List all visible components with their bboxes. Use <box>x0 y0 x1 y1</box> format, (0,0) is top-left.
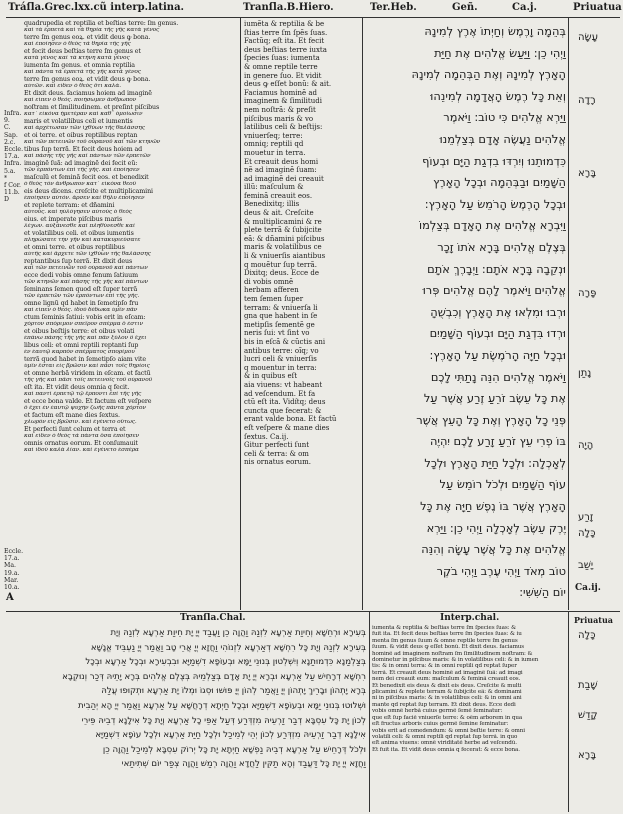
vulgate-line: q mouentur in terra: <box>244 363 317 372</box>
vulgate-line: celi & terra: & om <box>244 449 309 458</box>
vulgate-line: bis in eſcã & cũctis ani <box>244 337 326 346</box>
chaldee-line: וּשְׁלוּטוּ בְּנוּנֵי יַמָּא וּבְעוֹפָא דִשְׁמַיָּא וּבְכָל חַיְתָא דְרָחֲשָׁא עַל אַרְעָא וַאֲמַר יְיָ הָא יְהַבִית <box>78 700 366 711</box>
septuagint-greek-line: πληρώσατε τὴν γῆν καὶ κατακυριεύσατε <box>24 237 141 244</box>
interp-line: volatili celi: & omni reptili qd reptat ſup terrã. in quo <box>372 733 518 740</box>
root-word: רָדָה <box>578 95 596 106</box>
interp-column <box>372 625 567 813</box>
septuagint-greek-line: τῶν ἑρπόντων ἐπὶ τῆς γῆς. καὶ ἐποίησεν <box>24 167 140 174</box>
vulgate-line: neris ſui: vt ſint vo <box>244 329 310 338</box>
roots-bottom-header: Priuatua <box>574 615 613 625</box>
root-word: כָּלָה <box>578 528 596 539</box>
root-word: בָּרָא <box>578 750 597 761</box>
vulgate-line: antibus terre: oĩq; vo <box>244 346 319 355</box>
septuagint-latin-line: ecce dedi vobis omne fenum ſatiuum <box>24 272 138 279</box>
interp-line: eſt fructus arboris cuius germẽ ſemine ſeminatur: <box>372 721 509 728</box>
septuagint-latin-line: eius. et imperate piſcibus maris <box>24 216 123 223</box>
septuagint-latin-line: ſeminans ſemen quod eſt ſuper terrã <box>24 286 138 293</box>
vulgate-column <box>244 20 360 610</box>
column-rule <box>362 18 363 610</box>
root-word: שָׁבַת <box>578 680 598 691</box>
column-rule <box>369 612 370 812</box>
vulgate-line: & in quibus eſt <box>244 372 298 381</box>
septuagint-latin-line: maris et volatilibus celi et iumentis <box>24 118 133 125</box>
interp-line: que eſt ſup faciẽ vniuerſe terre: & oẽm arborem in qua <box>372 714 523 721</box>
header-rule <box>6 17 620 18</box>
septuagint-greek-line: χλωρὸν εἰς βρῶσιν. καὶ ἐγένετο οὕτως. <box>24 419 137 426</box>
vulgate-line: erant valde bona. Et factũ <box>244 415 337 424</box>
septuagint-greek-line: κατ᾿ εἰκόνα ἡμετέραν καὶ καθ᾿ ὁμοίωσιν <box>24 111 143 118</box>
septuagint-latin-line: omnis ornatus eorum. Et conſumauit <box>24 440 138 447</box>
septuagint-greek-line: καὶ εἶδεν ὁ θεὸς τὰ πάντα ὅσα ἐποίησεν <box>24 433 140 440</box>
septuagint-greek-line: ἐπάνω πάσης τῆς γῆς καὶ πᾶν ξύλον ὃ ἔχει <box>24 335 147 342</box>
vulgate-line: Gitur perfecti ſunt <box>244 441 310 450</box>
vulgate-line: ctũ eſt ita. Vidítq; deus <box>244 398 326 407</box>
vulgate-line: Factũq; eſt ita. Et fecit <box>244 37 325 46</box>
septuagint-latin-line: noſtram et ſimilitudinem. et preſint piſcibus <box>24 104 160 111</box>
vulgate-line: Dixitq; deus. Ecce de <box>244 269 320 278</box>
septuagint-latin-line: imaginẽ ſuã: ad imaginẽ dei fecit eũ: <box>24 160 138 167</box>
vulgate-line: ad veſcendum. Et fa <box>244 389 316 398</box>
vulgate-line: plete terrã & ſubijcite <box>244 226 322 235</box>
septuagint-greek-line: ὑμῖν ἔσται εἰς βρῶσιν καὶ πᾶσι τοῖς θηρίοις <box>24 363 150 370</box>
septuagint-column <box>24 20 239 608</box>
root-word: כָּלָה <box>578 630 596 641</box>
genesis-header: Geñ. <box>452 2 478 13</box>
chaldee-line: וּלְכֹל דְּרָחֵישׁ עַל אַרְעָא דְבֵיהּ נַפְשָׁא חַיְתָא יָת כָּל יְרוֹק עִסְבָּא לְמֵיכַל וַהֲוָה כֵן <box>102 744 366 755</box>
hebrew-line: אֱלֹהִים וַיֹּאמֶר לָהֶם אֱלֹהִים פְּרוּ <box>422 283 566 298</box>
hebrew-line: פְּנֵי כָל הָאָרֶץ וְאֶת כָּל הָעֵץ אֲשֶׁר <box>416 412 566 427</box>
vulgate-line: feminã creauit eos. <box>244 191 313 200</box>
vulgate-line: Benedixitq; illis <box>244 200 300 209</box>
septuagint-greek-line: χόρτον σπόριμον σπεῖρον σπέρμα ὅ ἐστιν <box>24 321 143 328</box>
chapter-header: Ca.j. <box>512 2 538 13</box>
septuagint-greek-line: αὐτούς. καὶ ηὐλόγησεν αὐτοὺς ὁ θεὸς <box>24 209 132 216</box>
vulgate-line: deus ꝙ eſſet bonũ: & ait. <box>244 80 332 89</box>
septuagint-greek-line: τῶν κτηνῶν καὶ πάσης τῆς γῆς καὶ πάντων <box>24 279 148 286</box>
root-word: נָתַן <box>578 368 592 379</box>
hebrew-line: טוֹב מְאֹד וַיְהִי עֶרֶב וַיְהִי בֹקֶר <box>436 563 566 578</box>
chaldee-line: לְכוֹן יָת כָּל עִסְבָּא דְבַר זַרְעֵיהּ מִזְדְּרַע דְּעַל אַפֵּי כָל אַרְעָא וְיָת כָּל אִילָנָא דְבֵיהּ פֵּירֵי <box>81 715 366 726</box>
septuagint-greek-line: αὐτῆς καὶ ἄρχετε τῶν ἰχθύων τῆς θαλάσσης <box>24 251 151 258</box>
septuagint-latin-line: et factum eſt mane dies ſextus. <box>24 412 120 419</box>
hebrew-line: אֶת כָּל עֵשֶׂב זֹרֵעַ זֶרַע אֲשֶׁר עַל <box>423 391 566 406</box>
vulgate-line: iumẽta & reptilia & be <box>244 20 325 28</box>
hebrew-line: הַשָּׁמַיִם וּבַבְּהֵמָה וּבְכָל הָאָרֶץ <box>433 175 566 190</box>
interp-line: Et fuit ita. Et vidit deus omnia q fecerat: & ecce bona. <box>372 746 520 753</box>
vulgate-line: lucri celi & vniuerſis <box>244 355 317 364</box>
vulgate-line: mouetur in terra. <box>244 148 306 157</box>
vulgate-line: in genere ſuo. Et vidit <box>244 71 322 80</box>
interp-line: menta ſm genus ſuum & omne reptile terre ſm genus <box>372 637 518 644</box>
section-letter: A <box>6 592 14 603</box>
hebrew-line: אֱלֹהִים אֶת כָּל אֲשֶׁר עָשָׂה וְהִנֵּה <box>421 542 566 557</box>
septuagint-greek-line: καὶ ἀρχέτωσαν τῶν ἰχθύων τῆς θαλάσσης <box>24 125 145 132</box>
root-word: הָיָה <box>578 440 594 451</box>
vulgate-line: tem ſemen ſuper <box>244 295 304 303</box>
vulgate-line: Faciamus hominẽ ad <box>244 88 317 97</box>
hebrew-line <box>366 604 566 609</box>
vulgate-line: terram: & vniuerſa li <box>244 303 318 312</box>
hebrew-line: וּנְקֵבָה בָּרָא אֹתָם: וַיְבָרֶךְ אֹתָם <box>427 261 566 276</box>
septuagint-greek-line: καὶ εἶπεν ὁ θεός. ποιήσωμεν ἄνθρωπον <box>24 97 137 104</box>
vulgate-line: herbam afferen <box>244 286 299 295</box>
vulgate-line: imaginem & ſimilitudi <box>244 97 322 106</box>
vulgate-line: Et creauit deus homi <box>244 157 319 166</box>
hebrew-line: וְאֵת כָּל רֶמֶשׂ הָאֲדָמָה לְמִינֵהוּ <box>430 88 566 103</box>
vulgate-line: metipſis ſementẽ ge <box>244 320 315 329</box>
vulgate-line: li & vniuerſis aiantibus <box>244 252 326 261</box>
vulgate-line: di vobis omnẽ <box>244 277 294 286</box>
roots-chapter-label: Ca.ij. <box>575 583 601 593</box>
interp-line: iumenta & reptilia & beſtias terre ſm ſpecies ſuas: & <box>372 625 516 631</box>
vulgate-line: aia viuens: vt habeant <box>244 380 323 389</box>
vulgate-line: ſpecies ſuas: iumenta <box>244 54 320 63</box>
vulgate-line: gna que habent in ſe <box>244 312 318 321</box>
hebrew-line: עוֹף הַשָּׁמַיִם וּלְכֹל רוֹמֵשׂ עַל <box>439 477 566 492</box>
septuagint-latin-line: eis deus dicens. creſcite et multiplicamini <box>24 188 153 195</box>
septuagint-latin-line: et oi terre. et oibus reptilibus reptan <box>24 132 138 139</box>
septuagint-greek-line: κατὰ γένος καὶ τὰ κτήνη κατὰ γένος <box>24 55 130 62</box>
septuagint-header: Tráſla.Grec.lxx.cũ interp.latina. <box>8 2 185 13</box>
septuagint-latin-line: terre ſm genus eoꝝ. et vidit deus ꝙ bona. <box>24 34 151 41</box>
septuagint-latin-line: libus celi: et omni reptili reptanti ſup <box>24 342 139 349</box>
root-word: בָּרָא <box>578 168 597 179</box>
septuagint-greek-line: καὶ τὰ ἑρπετὰ καὶ τὰ θηρία τῆς γῆς κατὰ γένος <box>24 27 160 34</box>
septuagint-latin-line: eſt ita. Et vidit deus omnia q fecit. <box>24 384 130 391</box>
interp-line: nem dei creauit eum: maſculum & feminã creauit eos. <box>372 676 521 683</box>
vulgate-line: ſtias terre ſm ſpẽs ſuas. <box>244 28 328 37</box>
septuagint-latin-line: Et dixit deus. faciamus hoiem ad imaginẽ <box>24 90 152 97</box>
chaldee-line: בְּצַלְמַנָא כִּדְמוּתַנָא וְיִשְׁלְטוּן בְּנוּנֵי יַמָּא וּבְעוֹפָא דִשְׁמַיָּא וּבִבְעִירָא וּבְכָל אַרְעָא וּבְכָל <box>85 657 366 668</box>
vulgate-line: ſextus. Ca.ij. <box>244 432 289 441</box>
vulgate-line: eſt veſpere & mane dies <box>244 423 330 432</box>
septuagint-latin-line: et omne herbã viridem in eſcam. et factũ <box>24 370 151 377</box>
vulgate-line: deus & ait. Creſcite <box>244 209 314 218</box>
root-word: קָדַשׁ <box>578 710 598 721</box>
septuagint-latin-line: et ecce bona valde. Et factum eſt veſpere <box>24 398 152 405</box>
hebrew-line: הָאָרֶץ אֲשֶׁר בּוֹ נֶפֶשׁ חַיָּה אֶת כָּל <box>420 499 566 514</box>
root-word: זָרַע <box>578 512 594 523</box>
septuagint-greek-line: αὐτῶν. καὶ εἶδεν ὁ θεὸς ὅτι καλά. <box>24 83 121 90</box>
root-word: יָשַׁב <box>578 560 594 571</box>
vulgate-line: ad imaginẽ dei creauit <box>244 174 324 183</box>
interp-line: mante qd reptat ſup terram. Et dixit deus. Ecce dedi <box>372 701 516 708</box>
hebrew-line: הָאָרֶץ לְמִינָהּ וְאֶת הַבְּהֵמָה לְמִינָהּ <box>411 67 566 82</box>
septuagint-latin-line: omne lignũ qd habet in ſemetipſo fru <box>24 300 139 307</box>
septuagint-greek-line: λέγων. αὐξάνεσθε καὶ πληθύνεσθε καὶ <box>24 223 136 230</box>
septuagint-greek-line: τῶν ἑρπετῶν τῶν ἑρπόντων ἐπὶ τῆς γῆς. <box>24 293 140 300</box>
interp-line: tis: & in omni terra: & in omni reptili qd reptat ſuper <box>372 663 517 670</box>
vulgate-line: cuncta que fecerat: & <box>244 406 322 415</box>
chaldee-line: רִחְשָׁא דְרָחֵישׁ עַל אַרְעָא וּבְרָא יְיָ יָת אָדָם בְּצַלְמֵיהּ בְּצֶלֶם אֱלֹהִים בְּרָא יָתֵיהּ דְּכַר וְנוּקְבָא <box>62 671 366 682</box>
vulgate-line: deus beſtias terre iuxta <box>244 45 327 54</box>
vulgate-line: q mouẽtur ſup terrã. <box>244 260 317 269</box>
chaldee-line: בְּעִירָא וּרְחֵשָׁא וְחֵיוַת אַרְעָא לִזְנַהּ וַהֲוָה כֵן וַעֲבַד יְיָ יָת חֵיוַת אַרְעָא לִזְנַהּ וְיָת <box>110 628 366 638</box>
interp-line: fuit ita. Et fecit deus beſtias terre ſm ſpecies ſuas: & iu <box>372 631 522 638</box>
vulgate-line: & multiplicamini & re <box>244 217 322 226</box>
vulgate-line: nem noſtrã: & preſit <box>244 105 316 114</box>
interp-line: plicamini & replete terram & ſubijcite eã: & dominami <box>372 689 522 696</box>
septuagint-latin-line: quadrupedia et reptilia et beſtias terre: ſm genus. <box>24 20 179 27</box>
vulgate-header: Tranſla.B.Hiero. <box>243 2 334 13</box>
septuagint-latin-line: reptantibus ſup terrã. Et dixit deus <box>24 258 133 265</box>
roots-header: Priuatua <box>573 2 622 13</box>
septuagint-greek-line: καὶ τῶν πετεινῶν τοῦ οὐρανοῦ καὶ τῶν κτηνῶν <box>24 139 161 146</box>
septuagint-greek-line: καὶ εἶπεν ὁ θεός. ἰδοὺ δέδωκα ὑμῖν πᾶν <box>24 307 138 314</box>
vulgate-line: eã: & dñamini piſcibus <box>244 234 325 243</box>
septuagint-greek-line: ὃ ἔχει ἐν ἑαυτῷ ψυχὴν ζωῆς πάντα χόρτον <box>24 405 146 412</box>
section-rule <box>6 611 620 612</box>
chaldee-title: Tranſla.Chal. <box>180 613 246 623</box>
septuagint-latin-line: iumenta ſm genus. et omnia reptilia <box>24 62 135 69</box>
septuagint-latin-line: terre ſm genus eoꝝ. et vidit deus ꝙ bona. <box>24 76 151 83</box>
septuagint-latin-line: et fecit deus beſtias terre ſm genus et <box>24 48 141 55</box>
interp-line: eſt anima viuens: omnẽ viriditatẽ herbe ad veſcendũ. <box>372 740 517 747</box>
vulgate-line: piſcibus maris & vo <box>244 114 314 123</box>
chaldee-line: אִילָנָא דְבַר זַרְעֵיהּ מִזְדְּרַע לְכוֹן יְהֵי לְמֵיכַל וּלְכָל חַיַּת אַרְעָא וּלְכָל עוֹפָא דִשְׁמַיָּא <box>95 730 366 741</box>
septuagint-latin-line: ctum ſeminis ſatiui: vobis erit in eſcam: <box>24 314 146 321</box>
hebrew-line: וַיִּבְרָא אֱלֹהִים אֶת הָאָדָם בְּצַלְמוֹ <box>419 218 566 233</box>
septuagint-greek-line: καὶ πάσης τῆς γῆς καὶ πάντων τῶν ἑρπετῶν <box>24 153 151 160</box>
chaldee-line: בְּרָא יָתְהוֹן וּבָרֵיךְ יָתְהוֹן יְיָ וַאֲמַר לְהוֹן יְיָ פּוּשׁוּ וּסְגוֹ וּמְלוֹ יָת אַרְעָא וּתְקוּפוּ עֲלַהּ <box>101 686 366 697</box>
septuagint-latin-line: terrã quod habet in ſemetipſo aiam vite <box>24 356 146 363</box>
septuagint-greek-line: ἐποίησεν αὐτόν. ἄρσεν καὶ θῆλυ ἐποίησεν <box>24 195 145 202</box>
vulgate-line: nẽ ad imaginẽ ſuam: <box>244 166 317 175</box>
left-margin-note-2: Eccle. 17.a. Ma. 19.a. Mar. 10.a. <box>4 548 24 592</box>
vulgate-line: vniuerſeq; terre: <box>244 131 303 140</box>
hebrew-line: וַיְהִי כֵן: וַיַּעַשׂ אֱלֹהִים אֶת חַיַּת <box>434 45 566 60</box>
column-rule <box>568 18 569 610</box>
hebrew-line: וּרְבוּ וּמִלְאוּ אֶת הָאָרֶץ וְכִבְשֻׁהָ <box>430 304 566 319</box>
hebrew-line: יֶרֶק עֵשֶׂב לְאָכְלָה וַיְהִי כֵן: וַיַּרְא <box>426 520 566 535</box>
interp-line: Et benedixit eis deus & dixit eis deus. Creſcite & multi <box>372 682 522 689</box>
hebrew-line: וּרְדוּ בִּדְגַת הַיָּם וּבְעוֹף הַשָּׁמַיִם <box>429 326 566 341</box>
hebrew-line: וּבְכָל חַיָּה הָרֹמֶשֶׂת עַל הָאָרֶץ: <box>429 347 566 362</box>
septuagint-greek-line: τῆς γῆς καὶ πᾶσι τοῖς πετεινοῖς τοῦ οὐρανοῦ <box>24 377 153 384</box>
hebrew-line: וּבְכָל הָרֶמֶשׂ הָרֹמֵשׂ עַל הָאָרֶץ: <box>424 196 566 211</box>
septuagint-greek-line: καὶ πάντα τὰ ἑρπετὰ τῆς γῆς κατὰ γένος <box>24 69 141 76</box>
interp-line: ſuum. & vidit deus ꝙ eſſet bonũ. Et dixit deus. faciamus <box>372 644 525 651</box>
column-rule <box>240 18 241 610</box>
interp-title: Interp.chal. <box>440 613 500 623</box>
septuagint-latin-line: maſculũ et feminã fecit eos. et benedixit <box>24 174 149 181</box>
septuagint-latin-line: Et perfecti ſunt celum et terra et <box>24 426 126 433</box>
hebrew-line: בְּצֶלֶם אֱלֹהִים בָּרָא אֹתוֹ זָכָר <box>437 239 566 254</box>
septuagint-greek-line: καὶ τῶν πετεινῶν τοῦ οὐρανοῦ καὶ πάντων <box>24 265 148 272</box>
hebrew-line: לְאָכְלָה: וּלְכָל חַיַּת הָאָרֶץ וּלְכָל <box>424 455 566 470</box>
interp-line: vobis omnẽ herbã cuius germẽ ſemẽ ſeminatur: <box>372 708 503 715</box>
septuagint-greek-line: καὶ ἐποίησεν ὁ θεὸς τὰ θηρία τῆς γῆς <box>24 41 131 48</box>
septuagint-greek-line: ἐν ἑαυτῷ καρπὸν σπέρματος σπορίμου <box>24 349 135 356</box>
interp-line: ni in piſcibus maris: & in volatilibus celi: & in omni ani <box>372 695 522 702</box>
septuagint-latin-line: et replete terram: et dñamini <box>24 202 115 209</box>
hebrew-line: בּוֹ פְרִי עֵץ זֹרֵעַ זָרַע לָכֶם יִהְיֶה <box>429 434 566 449</box>
septuagint-greek-line: καὶ παντὶ ἑρπετῷ τῷ ἕρποντι ἐπὶ τῆς γῆς <box>24 391 142 398</box>
chaldee-line: בְּעִירָא לִזְנַהּ וְיָת כָּל רִחְשָׁא דְאַרְעָא לִזְנוֹהִי וַחֲזָא יְיָ אֲרֵי טָב וַאֲמַר יְיָ נַעְבֵּיד אֱנָשָׁא <box>90 642 366 653</box>
hebrew-line: וַיַּרְא אֱלֹהִים כִּי טוֹב: וַיֹּאמֶר <box>443 110 566 125</box>
septuagint-greek-line: καὶ ἰδοὺ καλὰ λίαν. καὶ ἐγένετο ἑσπέρα <box>24 447 139 454</box>
vulgate-line: latilibus celi & beſtijs: <box>244 123 323 132</box>
chaldee-column <box>6 626 366 812</box>
vulgate-line: nis ornatus eorum. <box>244 458 312 467</box>
vulgate-line: maris & volatilibus ce <box>244 243 322 252</box>
septuagint-greek-line: ὁ θεὸς τὸν ἄνθρωπον κατ᾿ εἰκόνα θεοῦ <box>24 181 136 188</box>
interp-line: hominẽ ad imaginem noſtram ſm ſimilitudinem noſtram: & <box>372 650 533 657</box>
left-margin-note: Infra. 9. C. Sap. 2.c. Eccle. 17.a. Infra. 5.a. * f Cor. 11.b. D <box>4 110 24 204</box>
interp-line: terrã. Et creauit deus hominẽ ad imaginẽ ſuã: ad imagi <box>372 669 523 676</box>
column-rule <box>568 612 569 812</box>
chaldee-line: וַחֲזָא יְיָ יָת כָּל דַּעֲבַד וְהָא תַקִּין לַחֲדָא וַהֲוָה רְמַשׁ וַהֲוָה צְפַר יוֹם שְׁתִיתַאי <box>121 759 366 770</box>
hebrew-line: וַיֹּאמֶר אֱלֹהִים הִנֵּה נָתַתִּי לָכֶם <box>430 369 566 384</box>
hebrew-line: כִּדְמוּתֵנוּ וְיִרְדּוּ בִדְגַת הַיָּם וּבְעוֹף <box>422 153 566 168</box>
septuagint-latin-line: et oibus beſtijs terre: et oibus volati <box>24 328 135 335</box>
hebrew-header: Ter.Heb. <box>370 2 417 13</box>
septuagint-latin-line: tibus ſup terrã. Et fecit deus hoiem ad <box>24 146 143 153</box>
root-word: עָשָׂה <box>578 32 598 43</box>
vulgate-line: omniq; reptili qd <box>244 140 304 149</box>
vulgate-line: & omne reptile terre <box>244 62 318 71</box>
interp-line: dominetur in piſcibus maris: & in volatilibus celi: & in iumen <box>372 657 539 664</box>
hebrew-line: אֱלֹהִים נַעֲשֶׂה אָדָם בְּצַלְמֵנוּ <box>439 131 566 146</box>
vulgate-line: illũ: maſculum & <box>244 183 304 192</box>
hebrew-line: יוֹם הַשִּׁשִּׁי: <box>519 585 566 600</box>
hebrew-line: בְּהֵמָה וָרֶמֶשׂ וְחַיְתוֹ אֶרֶץ לְמִינָהּ <box>424 24 566 38</box>
hebrew-column <box>366 21 566 609</box>
root-word: פָּרָה <box>578 288 597 299</box>
interp-line: vobis erit ad comedendum: & omni beſtie terre: & omni <box>372 727 525 734</box>
septuagint-latin-line: et omni terre. et oibus reptilibus <box>24 244 125 251</box>
septuagint-latin-line: et volatilibus celi. et oibus iumentis <box>24 230 134 237</box>
